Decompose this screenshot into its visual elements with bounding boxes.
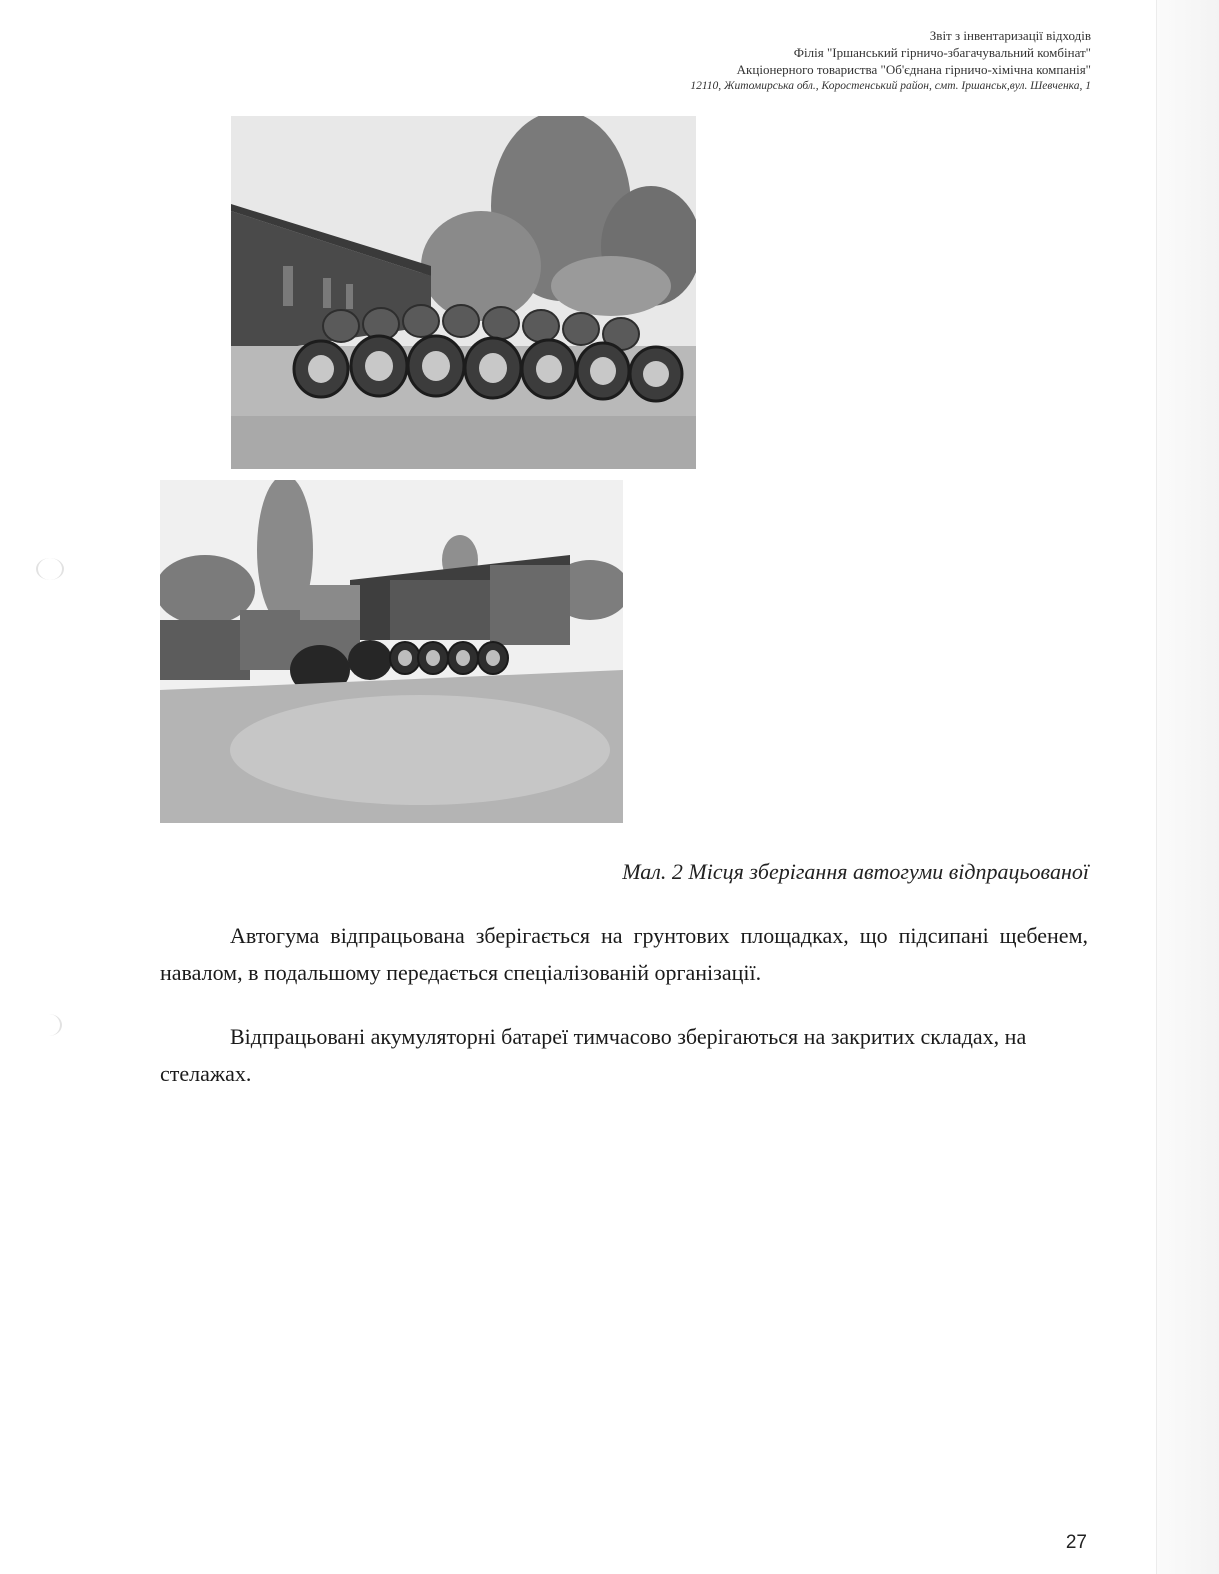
header-address: 12110, Житомирська обл., Коростенський район, смт. Іршанськ,вул. Шевченка, 1 <box>690 80 1091 92</box>
tires-storage-photo-1 <box>231 116 696 469</box>
paragraph-tires <box>160 917 1088 991</box>
header-branch: Філія "Іршанський гірничо-збагачувальний комбінат" <box>793 45 1091 60</box>
punch-hole-mark <box>36 558 64 580</box>
figure-caption: Мал. 2 Місця зберігання автогуми відпрацьованої <box>622 859 1089 884</box>
document-header <box>391 27 1091 95</box>
paragraph-text: Відпрацьовані акумуляторні батареї тимчасово зберігаються на закритих складах, на стелажах. <box>160 1024 1027 1086</box>
paragraph-batteries <box>160 1018 1088 1092</box>
punch-hole-mark <box>36 1014 62 1036</box>
page-edge <box>1156 0 1219 1574</box>
tires-storage-photo-2 <box>160 480 623 823</box>
page-number: 27 <box>1065 1532 1087 1553</box>
header-title: Звіт з інвентаризації відходів <box>929 28 1091 43</box>
header-company: Акціонерного товариства "Об'єднана гірничо-хімічна компанія" <box>736 62 1091 77</box>
paragraph-text: Автогума відпрацьована зберігається на грунтових площадках, що підсипані щебенем, навалом, в подальшому передається спеціалізованій організації. <box>160 923 1088 985</box>
